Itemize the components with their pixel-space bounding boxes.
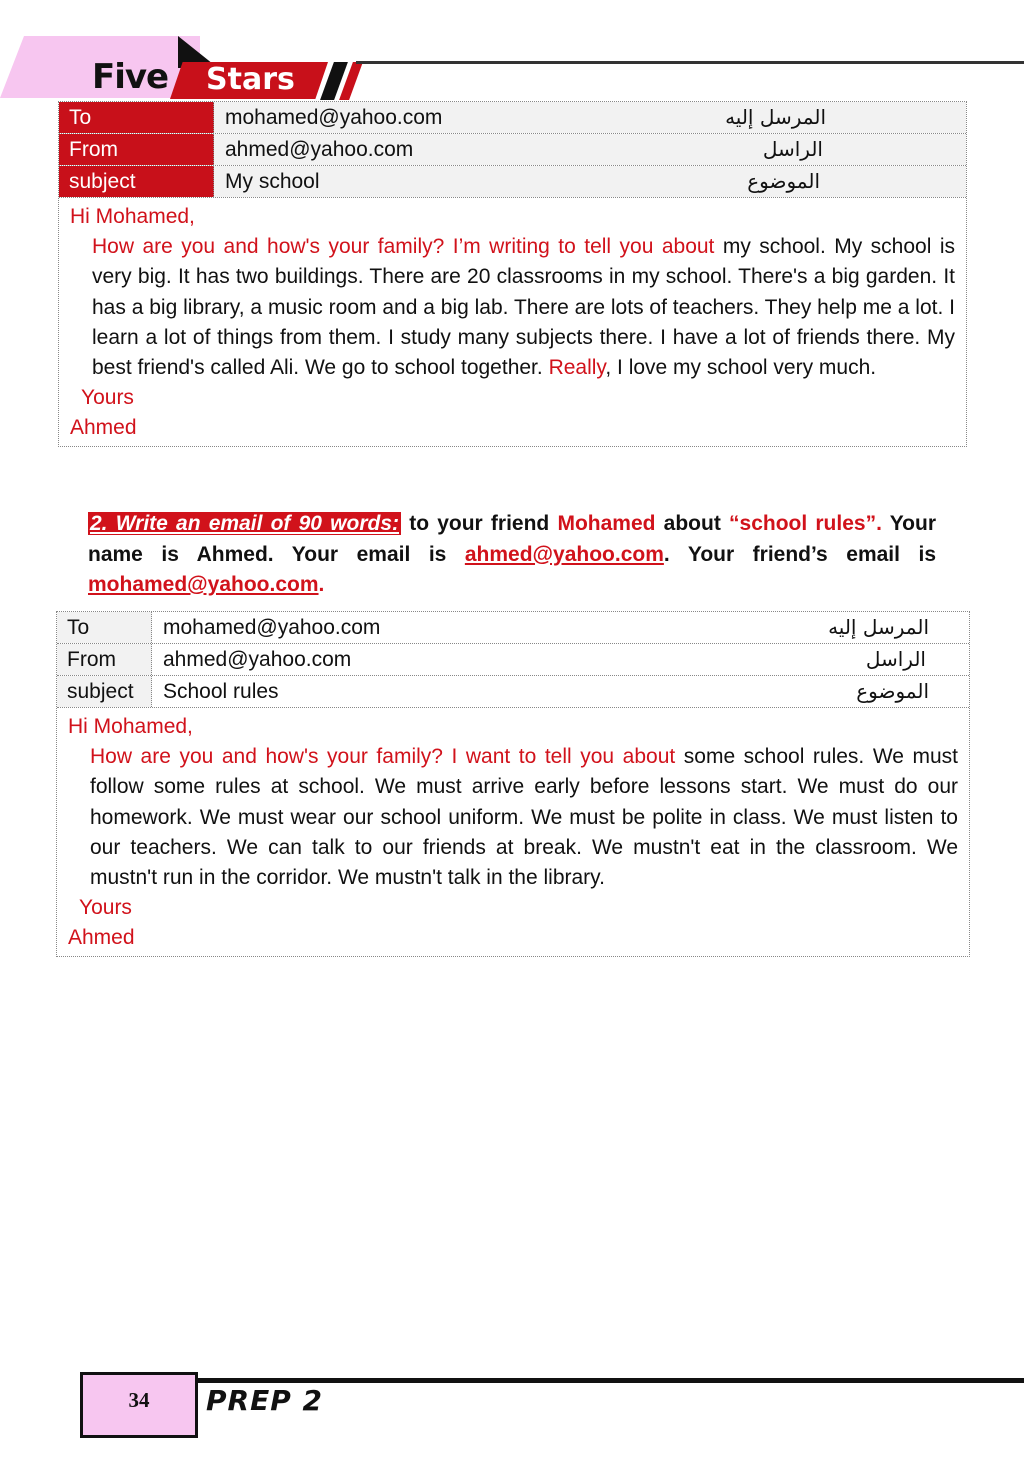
subject-value: My school (225, 170, 320, 193)
footer-rule (82, 1378, 1024, 1383)
header-rule (356, 61, 1024, 64)
task-instruction: Write an email of 90 words: (107, 512, 400, 535)
body-text: some school rules. We must follow some rules at school. We must arrive early before lessons start. We must do our homework. We must wear our school uniform. We must be polite in class. We must listen to our teachers. We can talk to our friends at break. We mustn't eat in the classroom. We mustn't run in the corridor. We mustn't talk in the library. (90, 745, 958, 890)
signature: Ahmed (70, 416, 137, 440)
page-number: 34 (128, 1388, 150, 1412)
task-text: about (655, 512, 730, 535)
task-heading (88, 512, 401, 535)
email-topic: “school rules”. (729, 512, 882, 535)
task-text: Your name is Ahmed. Your email is (88, 512, 937, 566)
task-text: . Your friend’s email is (663, 542, 936, 566)
to-arabic-label: المرسل إليه (828, 615, 929, 639)
brand-stars: Stars (206, 62, 295, 97)
subject-label: subject (59, 166, 214, 197)
subject-arabic-label: الموضوع (747, 169, 820, 193)
task-text: . (318, 573, 325, 596)
body-end: , I love my school very much. (605, 356, 877, 380)
email-to-row (57, 612, 969, 644)
friend-name: Mohamed (557, 512, 656, 535)
to-label: To (57, 612, 152, 643)
body-paragraph (68, 742, 958, 893)
email-from-row (57, 644, 969, 676)
greeting: Hi Mohamed, (70, 205, 195, 228)
from-value: ahmed@yahoo.com (225, 138, 414, 161)
from-label: From (57, 644, 152, 675)
greeting: Hi Mohamed, (68, 715, 193, 738)
subject-value: School rules (163, 680, 279, 703)
email-subject-row (59, 166, 966, 198)
signature: Ahmed (68, 926, 135, 950)
email-subject-row (57, 676, 969, 708)
subject-label: subject (57, 676, 152, 707)
email-body (59, 198, 966, 446)
grade-level: PREP 2 (206, 1384, 323, 1417)
task-2-instructions (88, 509, 936, 601)
body-paragraph (70, 232, 955, 383)
to-value: mohamed@yahoo.com (163, 616, 381, 639)
subject-arabic-label: الموضوع (856, 679, 929, 703)
friend-email-link[interactable]: mohamed@yahoo.com (88, 573, 319, 596)
from-arabic-label: الراسل (865, 647, 926, 671)
from-label: From (59, 134, 214, 165)
from-value: ahmed@yahoo.com (163, 648, 352, 671)
from-arabic-label: الراسل (762, 137, 823, 161)
your-email-link[interactable]: ahmed@yahoo.com (464, 542, 664, 566)
to-arabic-label: المرسل إليه (725, 105, 826, 129)
closing: Yours (81, 386, 134, 410)
email-answer-2 (56, 611, 970, 957)
opening-sentence: How are you and how's your family? I’m writing to tell you about (92, 235, 715, 259)
task-text: to your friend (401, 512, 558, 535)
email-example-1 (58, 101, 967, 447)
email-body (57, 708, 969, 956)
task-number: 2. (90, 512, 108, 535)
to-label: To (59, 102, 214, 133)
email-to-row (59, 102, 966, 134)
brand-five: Five (92, 57, 169, 97)
emphasis-word: Really (548, 356, 606, 380)
closing: Yours (79, 896, 132, 920)
opening-sentence: How are you and how's your family? I want to tell you about (90, 745, 676, 769)
email-from-row (59, 134, 966, 166)
to-value: mohamed@yahoo.com (225, 106, 443, 129)
body-text: my school. My school is very big. It has two buildings. There are 20 classrooms in my school. There's a big garden. It has a big library, a music room and a big lab. There are lots of teachers. They help me a lot. I learn a lot of things from them. I study many subjects there. I have a lot of friends there. My best friend's called Ali. We go to school together. (92, 235, 955, 380)
